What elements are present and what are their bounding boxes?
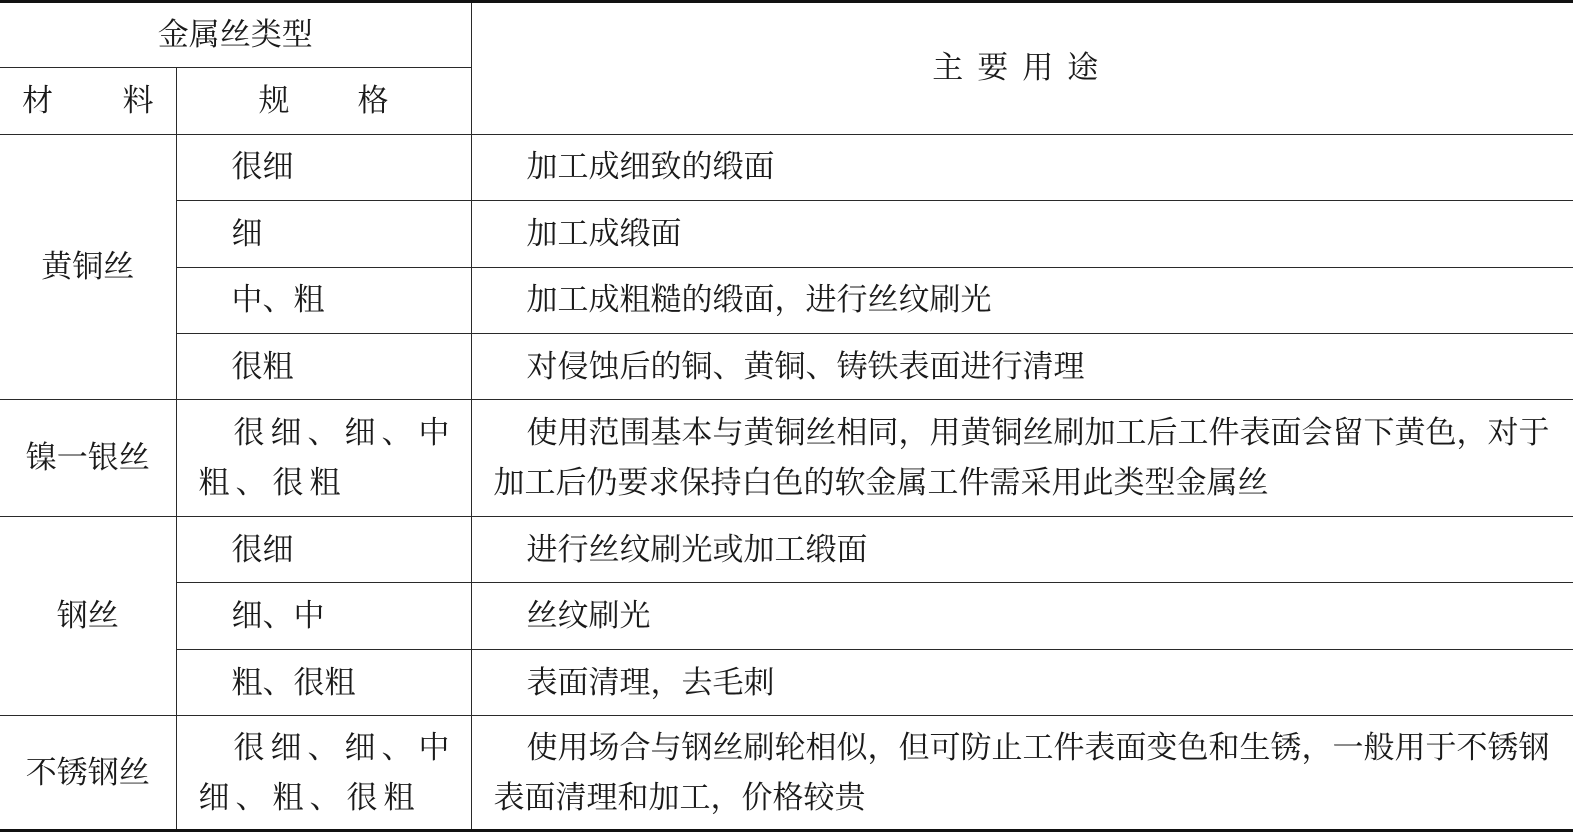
spec-label: 细 (231, 215, 263, 252)
table-row (0, 583, 1573, 649)
material-cell (0, 716, 176, 831)
spec-cell (176, 517, 471, 583)
usage-label: 加工成粗糙的缎面，进行丝纹刷光 (526, 282, 992, 319)
spec-cell (176, 400, 471, 517)
usage-cell (471, 134, 1573, 200)
usage-cell (471, 716, 1573, 831)
table-row (0, 400, 1573, 517)
spec-label: 很粗 (231, 348, 294, 385)
spec-cell (176, 333, 471, 399)
spec-label: 很细、细、中细、粗、很粗 (198, 729, 456, 816)
usage-label: 使用场合与钢丝刷轮相似，但可防止工件表面变色和生锈，一般用于不锈钢表面清理和加工，价格较贵 (493, 729, 1550, 816)
spec-label: 很细 (231, 531, 294, 568)
material-cell (0, 400, 176, 517)
header-material (0, 68, 176, 134)
material-label: 镍一银丝 (25, 440, 150, 477)
usage-label: 加工成细致的缎面 (526, 149, 775, 186)
spec-cell (176, 267, 471, 333)
material-label: 钢丝 (56, 598, 119, 635)
material-label: 黄铜丝 (41, 249, 135, 286)
usage-cell (471, 201, 1573, 267)
usage-label: 表面清理，去毛刺 (526, 664, 775, 701)
usage-cell (471, 517, 1573, 583)
usage-label: 使用范围基本与黄铜丝相同，用黄铜丝刷加工后工件表面会留下黄色，对于加工后仍要求保持白色的软金属工件需采用此类型金属丝 (493, 415, 1550, 502)
material-cell (0, 134, 176, 400)
table-row (0, 649, 1573, 715)
header-spec (176, 68, 471, 134)
usage-label: 进行丝纹刷光或加工缎面 (526, 531, 868, 568)
spec-label: 很细、细、中粗、很粗 (198, 415, 456, 502)
spec-label: 很细 (231, 149, 294, 186)
header-spec-char-1: 规 (258, 83, 290, 120)
table-row (0, 201, 1573, 267)
spec-cell (176, 716, 471, 831)
table-row (0, 716, 1573, 831)
header-usage-label: 主要用途 (932, 50, 1113, 87)
spec-label: 中、粗 (231, 282, 325, 319)
usage-label: 加工成缎面 (526, 215, 682, 252)
table-row (0, 333, 1573, 399)
spec-cell (176, 583, 471, 649)
material-label: 不锈钢丝 (25, 754, 150, 791)
header-spec-char-2: 格 (357, 83, 389, 120)
material-cell (0, 517, 176, 716)
spec-label: 粗、很粗 (231, 664, 356, 701)
table-row (0, 517, 1573, 583)
usage-label: 丝纹刷光 (526, 598, 651, 635)
table-row (0, 134, 1573, 200)
header-wire-type (0, 2, 471, 68)
usage-cell (471, 583, 1573, 649)
header-material-char-2: 料 (122, 83, 154, 120)
spec-cell (176, 649, 471, 715)
table-row (0, 267, 1573, 333)
header-material-char-1: 材 (22, 83, 53, 120)
usage-cell (471, 400, 1573, 517)
header-usage (471, 2, 1573, 135)
usage-cell (471, 649, 1573, 715)
usage-label: 对侵蚀后的铜、黄铜、铸铁表面进行清理 (526, 348, 1085, 385)
usage-cell (471, 333, 1573, 399)
spec-label: 细、中 (231, 598, 325, 635)
header-wire-type-label: 金属丝类型 (157, 17, 313, 54)
spec-cell (176, 201, 471, 267)
spec-cell (176, 134, 471, 200)
usage-cell (471, 267, 1573, 333)
